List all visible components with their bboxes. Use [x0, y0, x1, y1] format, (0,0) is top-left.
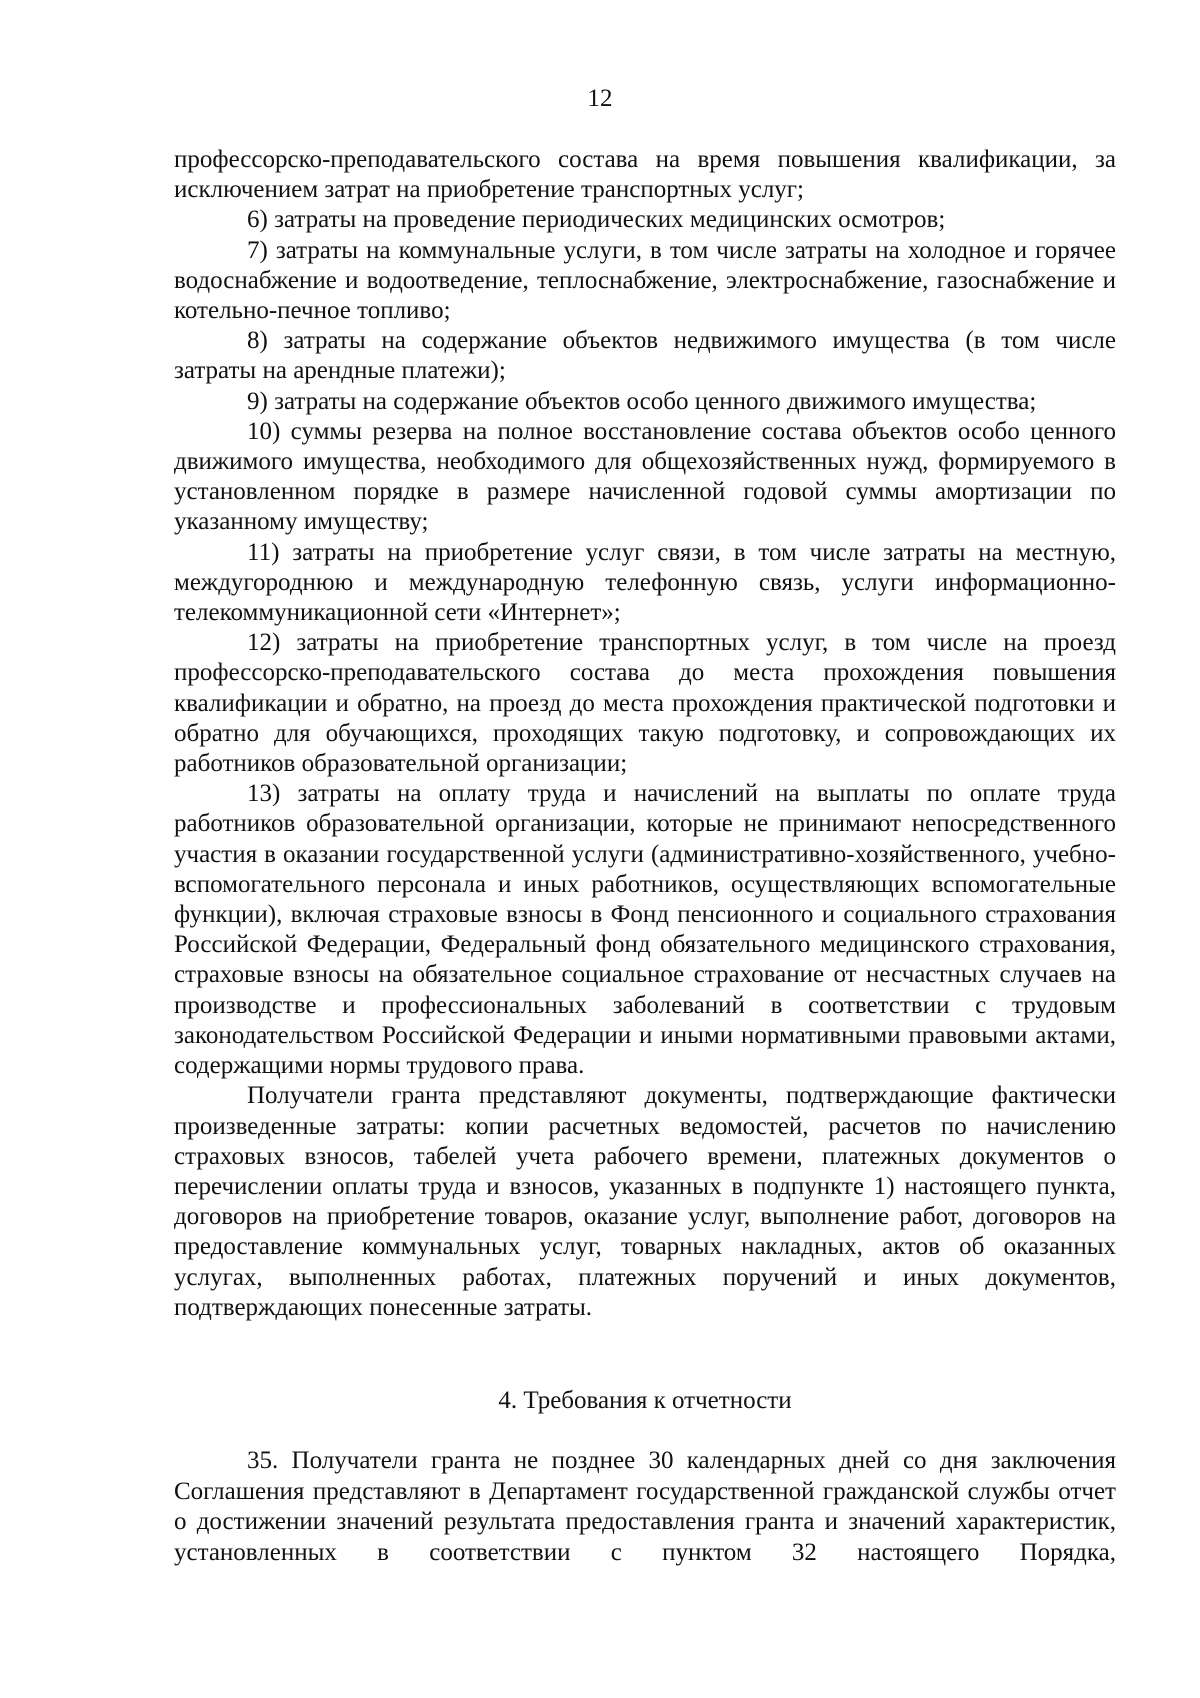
- paragraph-continuation: профессорско-преподавательского состава на время повышения квалификации, за исключением затрат на приобретение транспортных услуг;: [174, 146, 1116, 204]
- paragraph-item-7: 7) затраты на коммунальные услуги, в том числе затраты на холодное и горячее водоснабжение и водоотведение, теплоснабжение, электроснабжение, газоснабжение и котельно-печное топливо;: [174, 236, 1116, 325]
- paragraph-35: 35. Получатели гранта не позднее 30 календарных дней со дня заключения Соглашения представляют в Департамент государственной гражданской службы отчет о достижении значений результата предоставления гранта и значений характеристик, установленных в соответствии с пунктом 32 настоящего Порядка,: [174, 1447, 1116, 1566]
- section-heading: 4. Требования к отчетности: [498, 1387, 792, 1414]
- paragraph-item-8: 8) затраты на содержание объектов недвижимого имущества (в том числе затраты на арендные платежи);: [174, 327, 1116, 385]
- paragraph-item-12: 12) затраты на приобретение транспортных услуг, в том числе на проезд профессорско-преподавательского состава до места прохождения повышения квалификации и обратно, на проезд до места прохождения практической подготовки и обратно для обучающихся, проходящих такую подготовку, и сопровождающих их работников образовательной организации;: [174, 629, 1116, 778]
- page-number: 12: [587, 85, 613, 112]
- paragraph-item-10: 10) суммы резерва на полное восстановление состава объектов особо ценного движимого имущества, необходимого для общехозяйственных нужд, формируемого в установленном порядке в размере начисленной годовой суммы амортизации по указанному имуществу;: [174, 417, 1116, 536]
- body-text: [174, 145, 1116, 1323]
- paragraph-item-11: 11) затраты на приобретение услуг связи, в том числе затраты на местную, междугороднюю и международную телефонную связь, услуги информационно-телекоммуникационной сети «Интернет»;: [174, 538, 1116, 627]
- paragraph-item-13: 13) затраты на оплату труда и начислений на выплаты по оплате труда работников образовательной организации, которые не принимают непосредственного участия в оказании государственной услуги (административно-хозяйственного, учебно-вспомогательного персонала и иных работников, осуществляющих вспомогательные функции), включая страховые взносы в Фонд пенсионного и социального страхования Российской Федерации, Федеральный фонд обязательного медицинского страхования, страховые взносы на обязательное социальное страхование от несчастных случаев на производстве и профессиональных заболеваний в соответствии с трудовым законодательством Российской Федерации и иными нормативными правовыми актами, содержащими нормы трудового права.: [174, 780, 1116, 1080]
- final-text: [174, 1446, 1116, 1568]
- paragraph-item-9: 9) затраты на содержание объектов особо ценного движимого имущества;: [247, 387, 1037, 415]
- paragraph-item-6: 6) затраты на проведение периодических медицинских осмотров;: [247, 206, 946, 234]
- paragraph-documents: Получатели гранта представляют документы, подтверждающие фактически произведенные затраты: копии расчетных ведомостей, расчетов по начислению страховых взносов, табелей учета рабочего времени, платежных документов о перечислении оплаты труда и взносов, указанных в подпункте 1) настоящего пункта, договоров на приобретение товаров, оказание услуг, выполнение работ, договоров на предоставление коммунальных услуг, товарных накладных, актов об оказанных услугах, выполненных работах, платежных поручений и иных документов, подтверждающих понесенные затраты.: [174, 1082, 1116, 1321]
